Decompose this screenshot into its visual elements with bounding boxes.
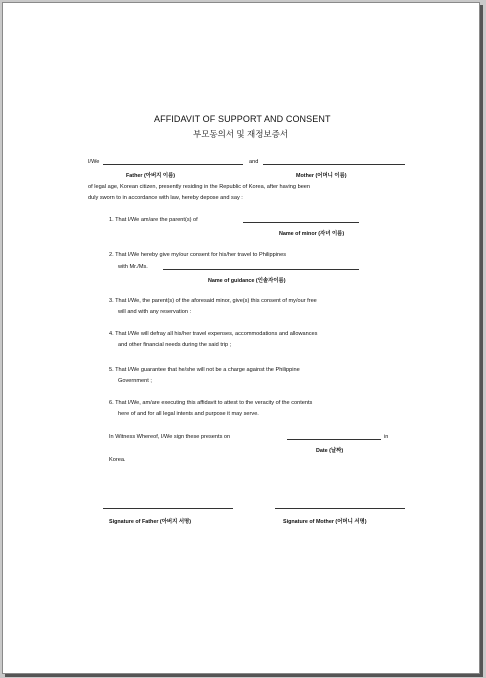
item-6-text-2: here of and for all legal intents and purpose it may serve. — [118, 411, 259, 417]
guidance-name-line — [163, 269, 359, 270]
minor-name-caption: Name of minor (자녀 이름) — [279, 231, 345, 237]
item-6-text: 6. That I/We, am/are executing this affidavit to attest to the veracity of the contents — [109, 400, 313, 406]
and-label: and — [249, 159, 259, 165]
document-title: AFFIDAVIT OF SUPPORT AND CONSENT — [154, 114, 331, 124]
document-page — [2, 2, 480, 674]
witness-suffix: in — [384, 434, 389, 440]
date-caption: Date (날짜) — [316, 448, 344, 454]
father-signature-caption: Signature of Father (아버지 서명) — [109, 519, 192, 525]
item-5-text: 5. That I/We guarantee that he/she will not be a charge against the Philippine — [109, 367, 300, 373]
father-name-line — [103, 164, 243, 165]
item-3-text: 3. That I/We, the parent(s) of the aforesaid minor, give(s) this consent of my/our free — [109, 298, 317, 304]
intro-line-2: duly sworn to in accordance with law, hereby depose and say : — [88, 195, 243, 201]
item-4-text: 4. That I/We will defray all his/her travel expenses, accommodations and allowances — [109, 331, 318, 337]
item-4-text-2: and other financial needs during the said trip ; — [118, 342, 232, 348]
guidance-name-caption: Name of guidance (인솔자이름) — [208, 278, 286, 284]
intro-line-1: of legal age, Korean citizen, presently residing in the Republic of Korea, after having been — [88, 184, 311, 190]
mother-name-line — [263, 164, 405, 165]
witness-location: Korea. — [109, 457, 126, 463]
date-line — [287, 439, 381, 440]
mother-signature-line — [275, 508, 405, 509]
item-2-text-2: with Mr./Ms. — [118, 264, 148, 270]
item-1-text: 1. That I/We am/are the parent(s) of — [109, 217, 198, 223]
document-subtitle: 부모동의서 및 재정보증서 — [193, 129, 289, 139]
we-label: I/We — [88, 159, 100, 165]
father-signature-line — [103, 508, 233, 509]
item-3-text-2: will and with any reservation : — [118, 309, 192, 315]
item-2-text: 2. That I/We hereby give my/our consent for his/her travel to Philippines — [109, 252, 287, 258]
mother-signature-caption: Signature of Mother (어머니 서명) — [283, 519, 367, 525]
father-caption: Father (아버지 이름) — [126, 173, 176, 179]
item-5-text-2: Government ; — [118, 378, 152, 384]
mother-caption: Mother (어머니 이름) — [296, 173, 347, 179]
witness-text: In Witness Whereof, I/We sign these presents on — [109, 434, 231, 440]
minor-name-line — [243, 222, 359, 223]
